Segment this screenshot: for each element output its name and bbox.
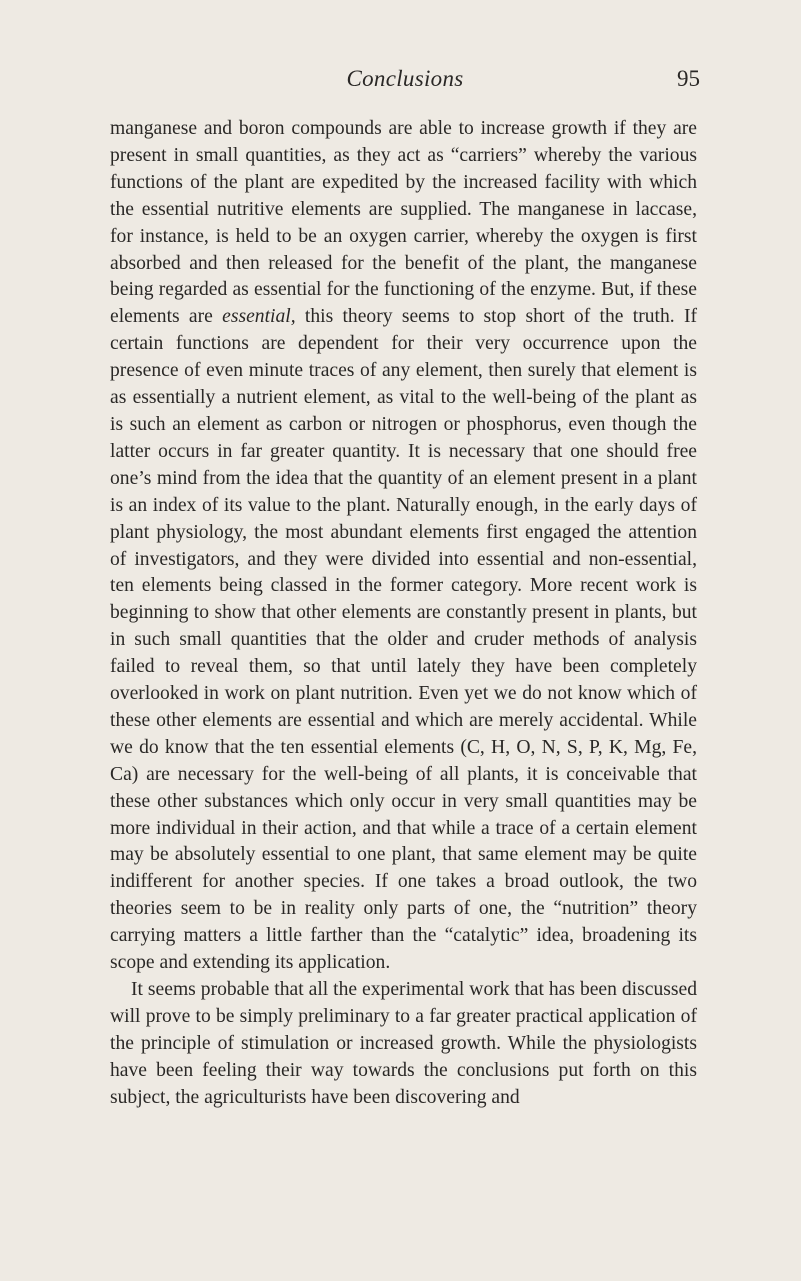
page-number: 95 [677, 66, 700, 91]
body-text [110, 116, 697, 1112]
paragraph-2: It seems probable that all the experimental work that has been discussed will prove to be simply preliminary to a far greater practical application of the principle of stimulation or increased growth. While the physiologists have been feeling their way towards the conclusions put forth on this subject, the agriculturists have been discovering and [110, 979, 697, 1108]
emphasis-essential: essential, [222, 306, 296, 328]
running-head [110, 66, 700, 96]
running-title: Conclusions [346, 66, 464, 91]
paragraph-1 [110, 116, 697, 977]
paragraph-1-text-end: this theory seems to stop short of the truth. If certain functions are dependent for their very occurrence upon the presence of even minute traces of any element, then surely that element is as essentially a nutrient element, as vital to the well-being of the plant as is such an element as carbon or nitrogen or phosphorus, even though the latter occurs in far greater quantity. It is necessary that one should free one’s mind from the idea that the quantity of an element present in a plant is an index of its value to the plant. Naturally enough, in the early days of plant physiology, the most abundant elements first engaged the attention of investigators, and they were divided into essential and non-essential, ten elements being classed in the former category. More recent work is beginning to show that other elements are constantly present in plants, but in such small quantities that the older and cruder methods of analysis failed to reveal them, so that until lately they have been completely overlooked in work on plant nutrition. Even yet we do not know which of these other elements are essential and which are merely accidental. While we do know that the ten essential elements (C, H, O, N, S, P, K, Mg, Fe, Ca) are necessary for the well-being of all plants, it is conceivable that these other substances which only occur in very small quantities may be more individual in their action, and that while a trace of a certain element may be absolutely essential to one plant, that same element may be quite indifferent for another species. If one takes a broad outlook, the two theories seem to be in reality only parts of one, the “nutrition” theory carrying matters a little farther than the “catalytic” idea, broadening its scope and extending its application. [110, 306, 698, 974]
paragraph-1-text-start: manganese and boron compounds are able to increase growth if they are present in small quantities, as they act as “carriers” whereby the various functions of the plant are expedited by the increased facility with which the essential nutritive elements are supplied. The manganese in laccase, for instance, is held to be an oxygen carrier, whereby the oxygen is first absorbed and then released for the benefit of the plant, the manganese being regarded as essential for the functioning of the enzyme. But, if these elements are [110, 118, 697, 328]
